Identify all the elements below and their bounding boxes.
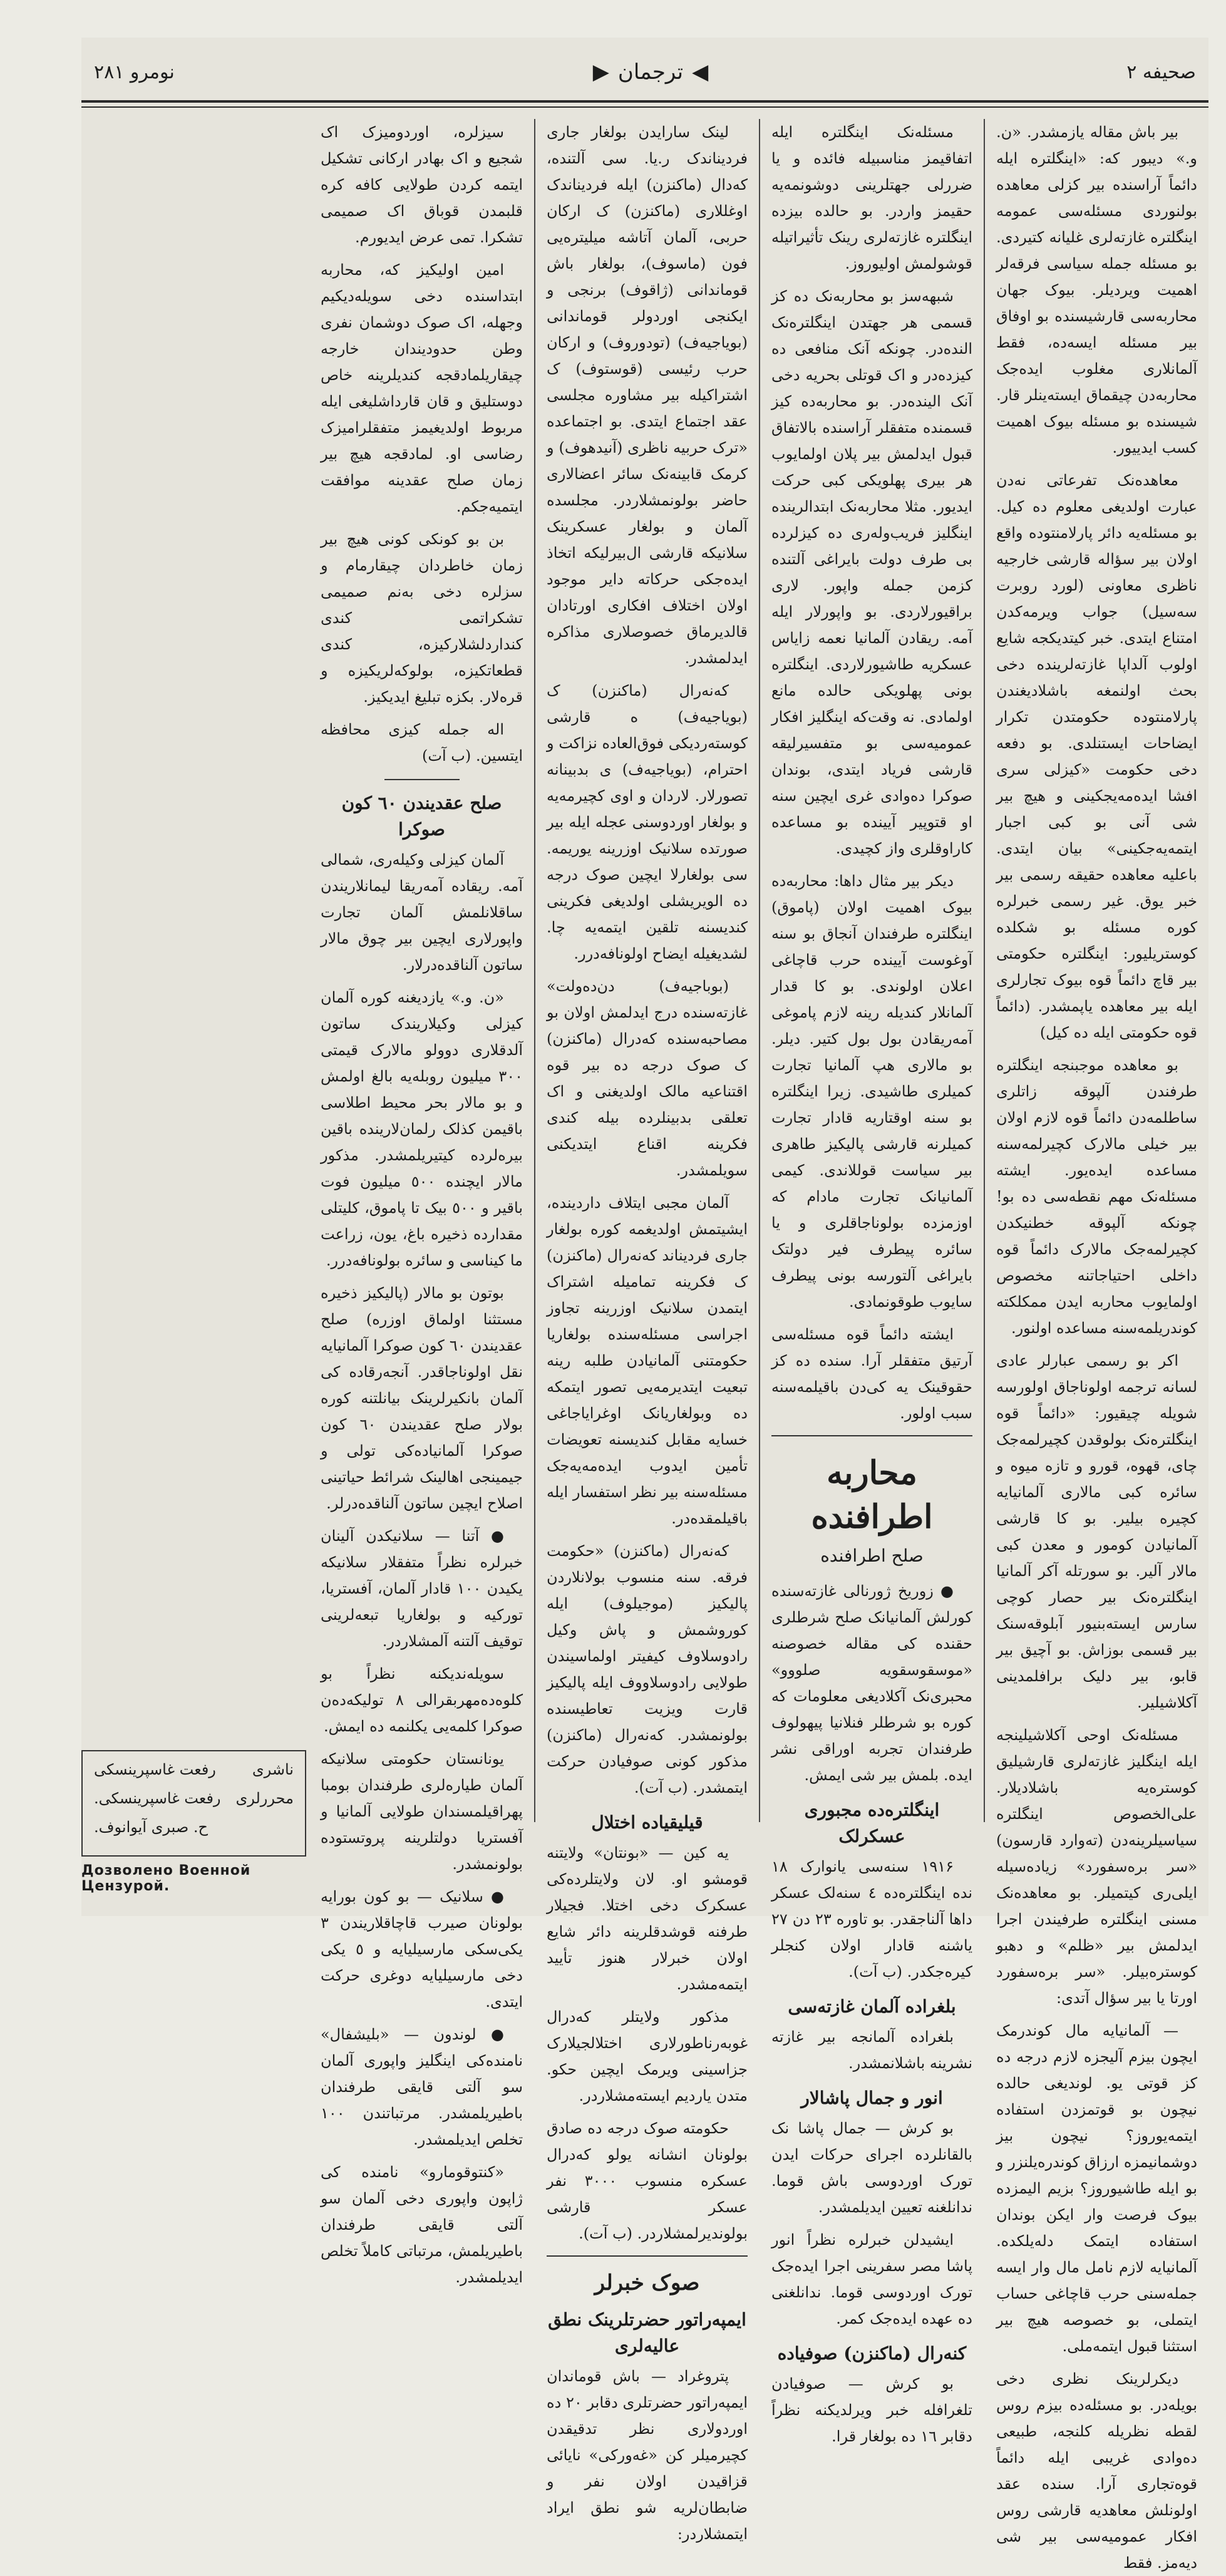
section-divider	[547, 2255, 748, 2257]
paragraph: ● لوندون — «بلیشفال» نامنده‌کی اینگلیز واپوری آلمان سو آلتی قایقی طرفندان باطیریلمشدر. مرتباتندن ۱۰۰ تخلص ایدیلمشدر.	[321, 2026, 523, 2148]
paragraph: «ن. و.» یازدیغنه کوره آلمان کیزلی وکیلاریندک ساتون آلدقلاری دوولو مالارک قیمتی ۳۰۰ میلیون روبله‌یه بالغ اولمش و بو مالار بحر محیط اطلاسی باقیمن کذلک رلمان‌لارینده باقین بیره‌لرده کیتیریلمشدر. مذکور مالار ایچنده ٥۰۰ میلیون فوت باقیر و ٥۰۰ بیک تا پاموق، کلیتلی مقدارده ذخیره باغ، یون، زراعت ما کیناسی و سائره بولونافه‌درر.	[321, 989, 523, 1269]
censor-note: Дозволено Военной Цензурой.	[81, 1863, 251, 1894]
publisher-label: ناشری	[252, 1761, 294, 1778]
section-divider	[771, 1435, 972, 1436]
page-header	[81, 50, 1208, 94]
column-1	[984, 119, 1208, 2572]
paragraph: «کنتوقومارو» نامنده کی ژاپون واپوری دخی آلمان سو آلتی قایقی طرفندان باطیریلمش، مرتباتی کاملاً تخلص ایدیلمشدر.	[321, 2163, 523, 2286]
article-heading: کنه‌رال (ماکنزن) صوفیاده	[777, 2343, 967, 2364]
column-3	[534, 119, 759, 2543]
paragraph: سیزلره، اوردومیزک اک شجیع و اک بهادر ارکانی تشکیل ایتمه کردن طولایی کافه کره قلبمدن قوباق اک صمیمی تشکرا. تمی عرض ایدیورم.	[321, 123, 523, 246]
paragraph: شبهه‌سز بو محاربه‌نک ده کز قسمی هر جهتدن اینگلتره‌نک النده‌در. چونکه آنک منافعی ده کیزده‌در و اک قوتلی بحریه دخی آنک الینده‌در. بو محاربه‌ده کیز قسمنده متفقلر آراسنده بالاتفاق قبول ایدلمش بیر پلان اولمایوب هر بیری پهلویکی کبی حرکت ایدیور. مثلا محاربه‌نک ابتدالرینده اینگلیز فریب‌وله‌ری ده کیزلرده بی طرف دولت بایراغی آلتنده کزمن جمله واپور. لاری براقیورلاردی. بو واپورلار ایله آمه. ریقادن آلمانیا نعمه زایاس عسکریه طاشیورلاردی. اینگلتره بونی پهلویکی حالده مانع اولمادی. نه وقت‌که اینگلیز افکار عمومیه‌سی بو متفسیرلیقه قارشی فریاد ایتدی، بوندان صوکرا ده‌وادی غری ایچین سنه او قتوپیر آیینده بو مساعده کاراوقلری واز کچیدی.	[771, 287, 972, 857]
paragraph: امین اولیکیز که، محاربه ابتداسنده دخی سویله‌دیکیم وجهله، اک صوک دوشمان نفری وطن حدودیندان خارجه چیقاریلمادقجه کندیلرینه خاص دوستلیق و قان قارداشلیغی ایله مربوط اولدیغیمز متفقلرامیزک رضاسی او. لمادقجه هیچ بیر زمان صلح عقدینه موافقت ایتمیه‌جکم.	[321, 261, 523, 515]
section-banner: محاربه اطرافنده	[811, 1454, 933, 1536]
arrow-right-icon: ▶	[592, 59, 609, 85]
paragraph: ● آتنا — سلانیکدن آلینان خبرلره نظراً متفقلار سلانیکه یکیدن ۱۰۰ قادار آلمان، آفستریا، تورکیه و بولغاریا تبعه‌لرینی توقیف آلتنه آلمشلاردر.	[321, 1527, 523, 1650]
paragraph: بو کرش — صوفیادن تلغرافله خبر ویرلدیکنه نظراً دقابر ۱٦ ده بولغار قرا.	[771, 2375, 972, 2445]
paragraph: لینک سارایدن بولغار جاری فردیناندک ر.یا. سی آلتنده، که‌دال (ماکنزن) ایله فردیناندک اوغللاری (ماکنزن) ک ارکان حربی، آلمان آتاشه میلیتره‌یی فون (ماسوف)، بولغار باش قوماندانی (ژاقوف) برنجی و ایکنجی اوردولر قوماندانی (بویاجیه‌ف) (تودوروف) و ارکان حرب رئیسی (قوستوف) ک اشتراکیله بیر مشاوره مجلسی عقد اجتماع ایتدی. بو اجتماعده «ترک حربیه ناظری (آنیدهوف) و کرمک قابینه‌نک سائر اعضالاری حاضر بولونمشلاردر. مجلسده آلمان و بولغار عسکرینک سلانیکه قارشی ال‌بیرلیکه اتخاذ ایده‌جکی حرکاته دایر موجود اولان اختلاف افکاری اورتادان قالدیرماق خصوصلاری مذاکره ایدلمشدر.	[547, 123, 748, 667]
article-heading: اینگلتره‌ده مجبوری عسکرلک	[804, 1800, 940, 1847]
paragraph: بو کرش — جمال پاشا نک بالقانلرده اجرای حرکات ایدن تورک اوردوسی باش قوما. ندانلغنه تعیین ایدیلمشدر.	[771, 2120, 972, 2216]
arrow-left-icon: ◀	[692, 59, 709, 85]
paragraph: یونانستان حکومتی سلانیکه آلمان طیاره‌لری طرفندان بومبا پهراقیلمسندان طولایی آلمانیا و آفستریا دولتلرینه پروتستوده بولونمشدر.	[321, 1750, 523, 1873]
paragraph: بیر باش مقاله یازمشدر. «ن. و.» دیبور که: «اینگلتره ایله دائماً آراسنده بیر کزلی معاهده بولنوردی مسئله‌سی عمومه اینگلتره غازته‌لری غلیانه کتیردی. بو مسئله جمله سیاسی فرقه‌لر اهمیت ویردیلر. بیوک جهان محاربه‌سی قارشیسنده بو اوفاق بیر مسئله ایسه‌ده، فقط آلمانلاری مغلوب ایده‌جک محاربه‌دن چیقماق ایسته‌ینلر قار. شیسنده بو مسئله بیوک اهمیت کسب ایدییور.	[996, 123, 1197, 456]
paragraph: اکر بو رسمی عبارلر عادی لسانه ترجمه اولوناجاق اولورسه شویله چیقیور: «دائماً قوه اینگلتره‌نک بولوقدن کچیرلمه‌جک چای، قهوه، قورو و تازه میوه و سائره کبی مالاری آلمانیایه کچیره بیلیر. بو کا قارشی آلمانیادن کومور و معدن کبی مالار آلیر. بو سورتله آکر آلمانیا اینگلتره‌نک بیر حصار کوچی سارس ایسته‌بنیور آبلوقه‌سنک بیر قسمی بوزاش. بو آچیق بیر قابو، بیر دلیک برافلمدینی آکلاشیلیر.	[996, 1352, 1197, 1711]
paragraph: سویله‌ندیکنه نظراً بو کلوه‌ده‌مهربقرالی ۸ تولیکه‌ده‌ن صوکرا کلمه‌یی یکلنمه ده ایمش.	[321, 1665, 523, 1735]
article-heading: بلغراده آلمان غازته‌سی	[788, 1996, 956, 2017]
header-rule	[81, 100, 1208, 103]
paragraph: ● زوریخ ژورنالی غازته‌سنده کورلش آلمانیانک صلح شرطلری حقنده کی مقاله خصوصنه «موسقوسقویه صلووو» محبری‌نک آکلادیغی معلومات که کوره بو شرطلر فنلانیا پیهولوف طرفندان تجربه اوراقی نشر ایده. بلمش بیر شی ایمش.	[771, 1582, 972, 1784]
paragraph: اله جمله کیزی محافظه ایتسین. (ب آت)	[321, 721, 523, 765]
paragraph: مذکور ولایتلر که‌درال غوبه‌رناطورلاری اختلالجیلارک جزاسینی ویرمک ایچین حکو. متدن یاردیم ایسته‌مشلاردر.	[547, 2008, 748, 2105]
paragraph: — آلمانیایه مال کوندرمک ایچون بیزم آلیجزه لازم درجه ده کز قوتی یو. لوندیغی حالده نیچون بو قوتمزدن استفاده ایتمه‌یوروز؟ نیچون بیز دوشمانیمزه ارزاق کوندره‌یلنزر و بو ایله طاشیوروز؟ بزیم الیمزده بیوک فرصت وار ایکن بوندان استفاده ایتمک دله‌یلکده. آلمانیایه لازم نامل مال وار ایسه جمله‌سنی حرب قاچاغی حساب ایتملی، بو خصوصه هیچ بیر استثنا قبول ایتمه‌ملی.	[996, 2022, 1197, 2355]
short-divider	[384, 779, 460, 780]
paragraph: ۱۹۱۶ سنه‌سی یانوارک ۱۸ نده اینگلتره‌ده ٤ سنه‌لک عسکر داها آلناجقدر. بو تاوره ٢٣ دن ٢٧ یاشنه قادار اولان کنجلر کیره‌جکدر. (ب آت).	[771, 1858, 973, 1981]
paragraph: معاهده‌نک تفرعاتی نه‌دن عبارت اولدیغی معلوم ده کیل. بو مسئله‌یه دائر پارلامنتوده واقع اولان بیر سؤاله قارشی خارجیه ناظری معاونی (لورد روبرت سه‌سیل) جواب ویرمه‌کدن امتناع ایتدی. خبر کیتدیکجه شایع اولوب آلداپا غازته‌لرینده دخی بحث اولنمغه باشلادیغندن پارلامنتوده حکومتدن تکرار ایضاحات ایستنلدی. بو دفعه دخی حکومت «کیزلی سری افشا ایده‌مه‌یجکینی و هیچ بیر شی آنی بو کبی اجبار ایتمه‌یه‌جکینی» بیان ایتدی. باعلیه معاهده حقیقه رسمی بیر خبر یوق. غیر رسمی خبرلره کوره مسئله بو شکلده کوستریلیور: اینگلتره حکومتی بیر قاچ دائماً قوه بیوک تجارلری ایله بیر معاهده یاپمشدر. (دائماً قوه حکومتی ایله ده کیل)	[996, 471, 1197, 1041]
header-rule-thin	[81, 106, 1208, 108]
article-heading: ایمپه‌راتور حضرتلرینک نطق عالیه‌لری	[548, 2309, 746, 2356]
issue-number-label: نومرو ۲۸۱	[94, 61, 175, 83]
paragraph: پتروغراد — باش قوماندان ایمپه‌راتور حضرتلری دقابر ۲۰ ده اوردولاری نظر تدقیقدن کچیرمیلر کن «غه‌ورکی» نایائی قزاقیدن اولان نفر و ضابطان‌لریه شو نطق ایراد ایتمشلاردر:	[547, 2367, 748, 2543]
section-subtitle: صلح اطرافنده	[820, 1545, 924, 1566]
imprint-box	[81, 1750, 306, 1857]
article-heading: قیلیقیاده اختلال	[591, 1812, 703, 1833]
paragraph: ● سلانیک — بو کون بورایه بولونان صیرب قاچاقلاریندن ۳ یکی‌سکی مارسیلیایه و ٥ یکی دخی مارسیلیایه دوغری حرکت ایتدی.	[321, 1888, 523, 2011]
editor-name: ح. صبری آیوانوف.	[94, 1818, 209, 1836]
masthead	[593, 59, 709, 85]
column-2	[759, 119, 984, 2445]
paragraph: مسئله‌نک اوحی آکلاشیلینجه ایله اینگلیز غازته‌لری قارشیلیق کوستره‌یه باشلادیلار. علی‌الخصوص اینگلتره سیاسیلرینه‌دن (ته‌وارد قارسون) «سر بره‌سفورد» زیاده‌سیله ایلی‌ری کیتمیلر. بو معاهده‌نک مسنی اینگلتره طرفیندن اجرا ایدلمش بیر «ظلم» و دهبو کوستره‌بیلر. «سر بره‌سفورد اورتا یا بیر سؤال آتدی:	[996, 1726, 1197, 2007]
paragraph: دیکر بیر مثال داها: محاربه‌ده بیوک اهمیت اولان (پاموق) اینگلتره طرفندان آنجاق بو سنه آوغوست آیینده حرب قاچاغی اعلان اولوندی. بو کا قدار آلمانلار کندیله رینه لازم پاموغی آمه‌ریقادن بول بول کتیر. دیلر. بو مالاری هپ آلمانیا تجارت کمیلری طاشیدی. زیرا اینگلتره بو سنه اوقتاریه قادار تجارت کمیلرنه قارشی پالیکیز طاهری بیر سیاست قوللاندی. کیمی آلمانیانک تجارت مادام که اوزمزده بولوناجاقلری و یا سائره پیطرف فیر دولتک بایراغی آلتورسه بونی پیطرف سایوب طوقونمادی.	[771, 872, 972, 1311]
page-number-label: صحیفه ۲	[1126, 61, 1196, 83]
article-heading: انور و جمال پاشالار	[801, 2088, 943, 2108]
paragraph: بوتون بو مالار (پالیکیز ذخیره مستثنا اولماق اوزره) صلح عقدیندن ٦۰ کون صوکرا آلمانیایه نقل اولوناجاقدر. آنجه‌رقاده کی آلمان بانکیرلرینک بیانلتنه کوره بولار صلح عقدیندن ٦۰ کون صوکرا آلمانیاده‌کی تولی و جیمینجی اهالینک شرائط حیاتینی اصلاح ایچین ساتون آلناقده‌درلر.	[321, 1284, 523, 1512]
paragraph: یه کین — «بونتان» ولایتنه قومشو او. لان ولایتلرده‌کی عسکرک دخی اختلا. فجیلار طرفنه قوشدقلرینه دائر شایع اولان خبرلار هنوز تأیید ایتمه‌مشدر.	[547, 1844, 748, 1993]
paragraph: مسئله‌نک اینگلتره ایله اتفاقیمز مناسبیله فائده و یا ضررلی جهتلرینی دوشونمه‌یه حقیمز واردر. بو حالده بیزده اینگلتره غازته‌لری رینک تأثیراتیله قوشولمش اولیوروز.	[771, 123, 972, 272]
paragraph: (بوباجیه‌ف) دن‌ده‌ولت» غازته‌سنده درج ایدلمش اولان بو مصاحبه‌سنده که‌درال (ماکنزن) ک صوک درجه ده بیر قوه اقتناعیه مالک اولدیغنی و اک تعلقی بدبینلرده بیله کندی فکرینه اقناع ایتدیکنی سویلمشدر.	[547, 977, 748, 1179]
publisher-name: رفعت غاسپرینسکی	[94, 1761, 216, 1778]
paragraph: ایشیدلن خبرلره نظراً انور پاشا مصر سفرینی اجرا ایده‌جک تورک اوردوسی قوما. ندانلغنی ده عهده ایده‌جک کمر.	[771, 2231, 972, 2327]
paragraph: حکومته صوک درجه ده صادق بولونان انشانه یولو که‌درال عسکره منسوب ۳۰۰۰ نفر عسکر قارشی بولوندیرلمشلاردر. (ب آت).	[547, 2120, 748, 2242]
article-heading: صلح عقدیندن ٦٠ کون صوکرا	[341, 793, 502, 840]
paragraph: ایشته دائماً قوه مسئله‌سی آرتیق متفقلر آرا. سنده ده کز حقوقینک یه کی‌دن باقیلمه‌سنه سبب اولور.	[771, 1326, 972, 1422]
editors-label: محررلری	[235, 1790, 294, 1807]
paragraph: آلمان مجبی ایتلاف داردینده، ایشیتمش اولدیغمه کوره بولغار جاری فردیناند که‌نه‌رال (ماکنزن) ک فکرینه تمامیله اشتراک ایتمدن سلانیک اوزرینه تجاوز اجراسی مسئله‌سنده بولغاریا حکومتنی آلمانیادن طلبه رینه تبعیت ایتدیرمه‌یی تصور ایتمکه ده وبولغاریانک اوغرایاجاغی خسایه مقابل کندیسنه تعویضات تأمین ایدوب ایده‌مه‌یه‌جک مسئله‌سنه بیر نظر استفسار ایله باقیلمقده‌در.	[547, 1194, 748, 1527]
column-4	[309, 119, 534, 2286]
section-headline: صوک خبرلر	[594, 2270, 700, 2295]
paragraph: آلمان کیزلی وکیله‌ری، شمالی آمه. ریقاده آمه‌ریقا لیمانلاریندن ساقلانلمش آلمان تجارت واپورلاری ایچین بیر چوق مالار ساتون آلناقده‌درلار.	[321, 851, 523, 974]
paragraph: که‌نه‌رال (ماکنزن) «حکومت فرقه. سنه منسوب بولانلاردن پالیکیز (موجیلوف) ایله کوروشمش و پاش وکیل رادوسلاوف کیفیتر اولماسیندن طولایی رادوسلاووف ایله پالیکیز قارت ویزیت تعاطیسنده بولونمشدر. که‌نه‌رال (ماکنزن) مذکور کونی صوفیادن حرکت ایتمشدر. (ب آت).	[547, 1542, 748, 1796]
editors-row-2	[94, 1813, 294, 1842]
newspaper-page	[81, 38, 1208, 2572]
masthead-title: ترجمان	[617, 59, 684, 85]
paragraph: دیکرلرینک نظری دخی بویله‌در. بو مسئله‌ده بیزم روس لقطه نظریله کلنجه، طبیعی ده‌وادی غریبی ایله دائماً قوه‌تجاری آرا. سنده عقد اولونلش معاهدیه قارشی روس افکار عمومیه‌سی بیر شی دیه‌مز. فقط	[996, 2370, 1197, 2572]
publisher-row	[94, 1755, 294, 1784]
editor-name: رفعت غاسپرینسکی.	[94, 1790, 221, 1807]
paragraph: بو معاهده موجبنجه اینگلتره طرفندن آلپوقه زاتلری ساطلمه‌دن دائماً قوه لازم اولان بیر خیلی مالارک کچیرلمه‌سنه مساعده ایده‌یور. ایشته مسئله‌نک مهم نقطه‌سی ده بو! چونکه آلپوقه خطنیکدن کچیرلمه‌جک مالارک دائماً قوه داخلی احتیاجاتنه مخصوص اولمایوب محاربه ایدن ممکلکته کوندریلمه‌سنه مساعده اولنور.	[996, 1056, 1197, 1337]
paragraph: که‌نه‌رال (ماکنزن) ک (بویاجیه‌ف) ه قارشی کوسته‌ردیکی فوق‌العاده نزاکت و احترام، (بویاجیه‌ف) ی بدبینانه تصورلار. لاردان و اوی کچیرمه‌یه و بولغار اوردوسنی عجله ایله بیر صورتده سلانیک اوزرینه یوریمه. سی بولغارلا ایچین صوک درجه ده الویریشلی اولدیغی فکرینی کندیسنه تلقین ایتمه‌یه چا. لشدیغیله ایضاح اولونافه‌درر.	[547, 682, 748, 962]
paragraph: بن بو کونکی کونی هیچ بیر زمان خاطردان چیقارمام و سزلره دخی به‌نم صمیمی تشکراتمی کندی کنداردلشلارکیزه، کندی قطعاتکیزه، بولوکه‌لریکیزه و قره‌لار. بکزه تبلیغ ایدیکیز.	[321, 530, 523, 706]
paragraph: بلغراده آلمانجه بیر غازته نشرینه باشلانمشدر.	[771, 2028, 972, 2072]
editors-row	[94, 1784, 294, 1813]
